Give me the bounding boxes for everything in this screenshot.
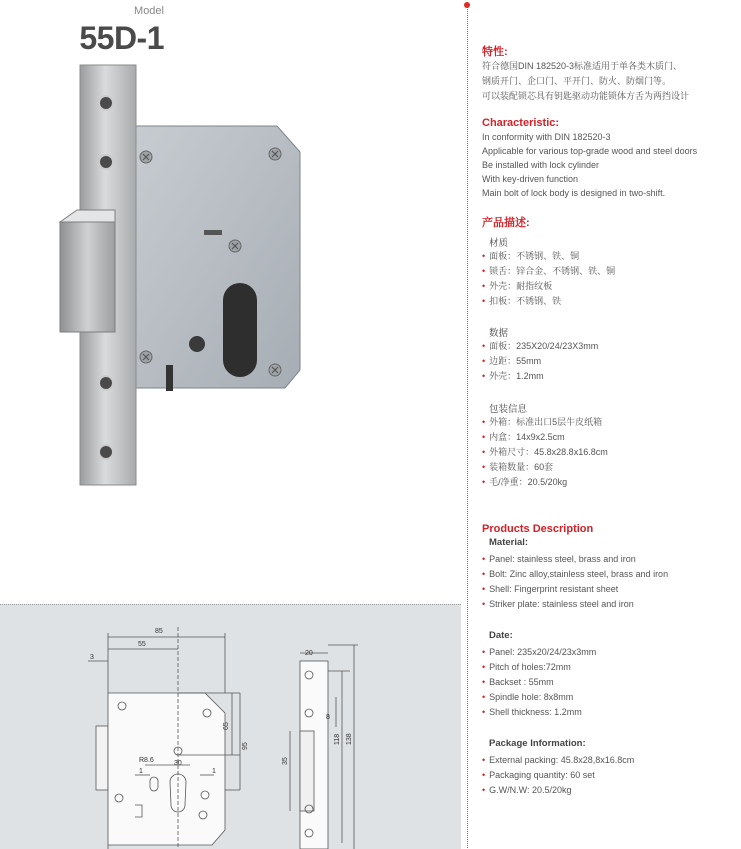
list-item: • 装箱数量：60套 (482, 462, 554, 472)
characteristic-line: Main bolt of lock body is designed in two-shift. (482, 188, 666, 198)
desc-cn-material-heading: 材质 (489, 238, 509, 249)
list-item: • 毛/净重：20.5/20kg (482, 477, 568, 487)
list-item: • External packing: 45.8x28,8x16.8cm (482, 755, 635, 765)
features-cn-line: 钢质开门、企口门、平开门、防火、防烟门等。 (482, 76, 672, 86)
characteristic-line: Applicable for various top-grade wood and steel doors (482, 146, 698, 156)
list-item: • Backset : 55mm (482, 677, 554, 687)
list-item: • 面板：不锈钢、铁、铜 (482, 251, 580, 261)
dim-118: 118 (334, 733, 341, 745)
list-item: • Panel: stainless steel, brass and iron (482, 554, 636, 564)
red-dotted-divider (467, 6, 468, 848)
list-item: • Spindle hole: 8x8mm (482, 692, 574, 702)
dim-30: 30 (174, 760, 182, 767)
model-label: Model (134, 5, 164, 17)
dim-85: 85 (155, 628, 163, 635)
desc-en-title: Products Description (482, 523, 594, 535)
model-name: 55D-1 (79, 20, 164, 56)
characteristic-title: Characteristic: (482, 117, 560, 129)
list-item: • 锁舌：锌合金、不锈钢、铁、铜 (482, 266, 616, 276)
dim-1a: 1 (139, 768, 143, 775)
list-item: • 面板：235X20/24/23X3mm (482, 341, 599, 351)
list-item: • 外箱：标准出口5层牛皮纸箱 (482, 417, 603, 427)
list-item: • 外箱尺寸：45.8x28.8x16.8cm (482, 447, 608, 457)
dim-138: 138 (346, 733, 353, 745)
list-item: • Shell: Fingerprint resistant sheet (482, 584, 619, 594)
characteristic-line: Be installed with lock cylinder (482, 160, 600, 170)
desc-cn-title: 产品描述: (482, 217, 530, 229)
list-item: • Shell thickness: 1.2mm (482, 707, 582, 717)
desc-cn-material-list (482, 249, 615, 309)
dim-95: 95 (242, 742, 249, 750)
dim-8: 8 (326, 714, 330, 721)
desc-cn-data-list (482, 339, 598, 384)
list-item: • Bolt: Zinc alloy,stainless steel, brass and iron (482, 569, 669, 579)
technical-drawing-panel (0, 604, 461, 849)
desc-en-material-list (482, 552, 668, 612)
dim-35: 35 (282, 757, 289, 765)
list-item: • 外壳：1.2mm (482, 371, 544, 381)
desc-cn-package-list (482, 415, 608, 490)
desc-en-date-heading: Date: (489, 630, 513, 641)
dim-r86: R8.6 (139, 757, 154, 764)
features-cn-line: 可以装配锁芯具有钥匙驱动功能锁体方舌为两挡设计 (482, 91, 690, 101)
list-item: • G.W/N.W: 20.5/20kg (482, 785, 572, 795)
list-item: • 边距：55mm (482, 356, 542, 366)
characteristic-line: With key-driven function (482, 174, 579, 184)
desc-cn-package-heading: 包装信息 (489, 404, 528, 415)
list-item: • 外壳：耐指纹板 (482, 281, 553, 291)
desc-en-package-heading: Package Information: (489, 738, 586, 749)
list-item: • 内盒：14x9x2.5cm (482, 432, 565, 442)
desc-en-material-heading: Material: (489, 537, 529, 548)
desc-en-date-list (482, 645, 596, 720)
features-cn-line: 符合德国DIN 182520-3标准适用于单各类木质门、 (482, 61, 683, 71)
list-item: • Pitch of holes:72mm (482, 662, 571, 672)
features-cn-title: 特性: (482, 46, 508, 58)
dim-55: 55 (138, 641, 146, 648)
mortise-lock-photo (55, 60, 315, 500)
technical-drawing (0, 605, 461, 849)
characteristic-line: In conformity with DIN 182520-3 (482, 132, 611, 142)
dim-65: 65 (223, 722, 230, 730)
list-item: • 扣板：不锈钢、铁 (482, 296, 562, 306)
desc-cn-data-heading: 数据 (489, 328, 509, 339)
list-item: • Packaging quantity: 60 set (482, 770, 595, 780)
divider-dot-icon (464, 2, 470, 8)
list-item: • Panel: 235x20/24/23x3mm (482, 647, 597, 657)
dim-3: 3 (90, 654, 94, 661)
dim-20: 20 (305, 650, 313, 657)
dim-1b: 1 (212, 768, 216, 775)
desc-en-package-list (482, 753, 634, 798)
list-item: • Striker plate: stainless steel and iron (482, 599, 634, 609)
